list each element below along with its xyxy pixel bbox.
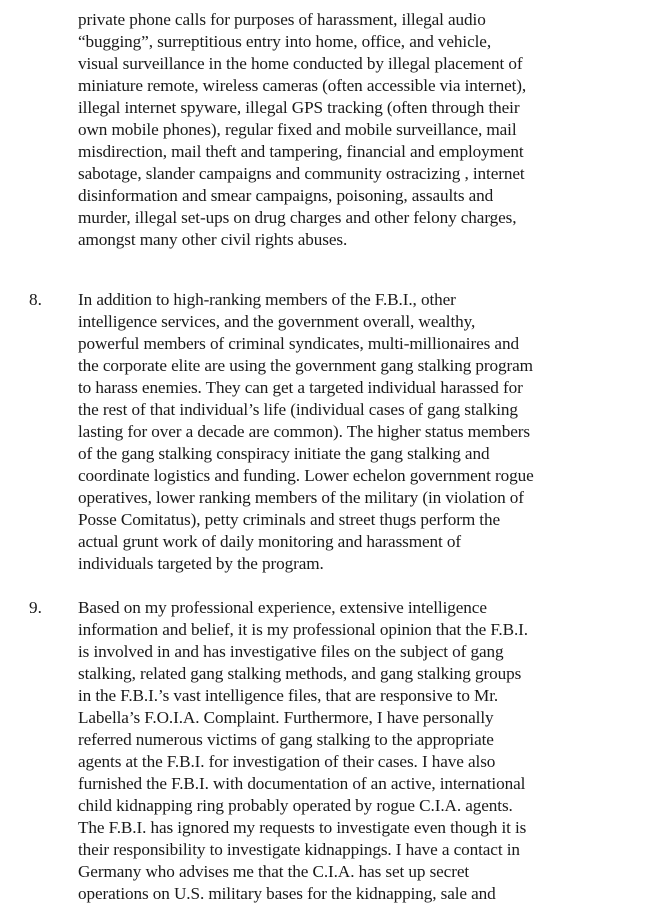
text-line: miniature remote, wireless cameras (often accessible via internet), [78,76,527,95]
text-line: sabotage, slander campaigns and community ostracizing , internet [78,164,525,183]
text-line: In addition to high-ranking members of the F.B.I., other [78,290,456,309]
text-line: the corporate elite are using the government gang stalking program [78,356,533,375]
text-line: to harass enemies. They can get a targeted individual harassed for [78,378,523,397]
text-line: in the F.B.I.’s vast intelligence files, that are responsive to Mr. [78,686,499,705]
paragraph-number: 9. [29,598,42,617]
text-line: own mobile phones), regular fixed and mobile surveillance, mail [78,120,517,139]
text-line: misdirection, mail theft and tampering, financial and employment [78,142,524,161]
text-line: visual surveillance in the home conducted by illegal placement of [78,54,523,73]
text-line: coordinate logistics and funding. Lower echelon government rogue [78,466,534,485]
text-line: individuals targeted by the program. [78,554,324,573]
text-line: is involved in and has investigative files on the subject of gang [78,642,504,661]
text-line: agents at the F.B.I. for investigation of their cases. I have also [78,752,496,771]
text-line: intelligence services, and the government overall, wealthy, [78,312,476,331]
text-line: The F.B.I. has ignored my requests to investigate even though it is [78,818,527,837]
text-line: furnished the F.B.I. with documentation of an active, international [78,774,526,793]
text-line: “bugging”, surreptitious entry into home, office, and vehicle, [78,32,492,51]
text-line: Germany who advises me that the C.I.A. has set up secret [78,862,470,881]
text-line: their responsibility to investigate kidnappings. I have a contact in [78,840,520,859]
text-line: amongst many other civil rights abuses. [78,230,348,249]
text-line: murder, illegal set-ups on drug charges and other felony charges, [78,208,517,227]
text-line: of the gang stalking conspiracy initiate the gang stalking and [78,444,490,463]
text-line: Labella’s F.O.I.A. Complaint. Furthermore, I have personally [78,708,494,727]
text-line: Posse Comitatus), petty criminals and street thugs perform the [78,510,500,529]
text-line: Based on my professional experience, extensive intelligence [78,598,487,617]
text-line: referred numerous victims of gang stalking to the appropriate [78,730,494,749]
text-line: private phone calls for purposes of harassment, illegal audio [78,10,486,29]
text-line: powerful members of criminal syndicates, multi-millionaires and [78,334,519,353]
paragraph-number: 8. [29,290,42,309]
text-line: information and belief, it is my professional opinion that the F.B.I. [78,620,528,639]
text-line: operations on U.S. military bases for the kidnapping, sale and [78,884,496,903]
text-line: lasting for over a decade are common). The higher status members [78,422,530,441]
text-line: operatives, lower ranking members of the military (in violation of [78,488,524,507]
text-line: actual grunt work of daily monitoring and harassment of [78,532,462,551]
text-line: child kidnapping ring probably operated by rogue C.I.A. agents. [78,796,513,815]
text-line: stalking, related gang stalking methods, and gang stalking groups [78,664,522,683]
text-line: disinformation and smear campaigns, poisoning, assaults and [78,186,494,205]
text-line: the rest of that individual’s life (individual cases of gang stalking [78,400,518,419]
text-line: illegal internet spyware, illegal GPS tracking (often through their [78,98,520,117]
